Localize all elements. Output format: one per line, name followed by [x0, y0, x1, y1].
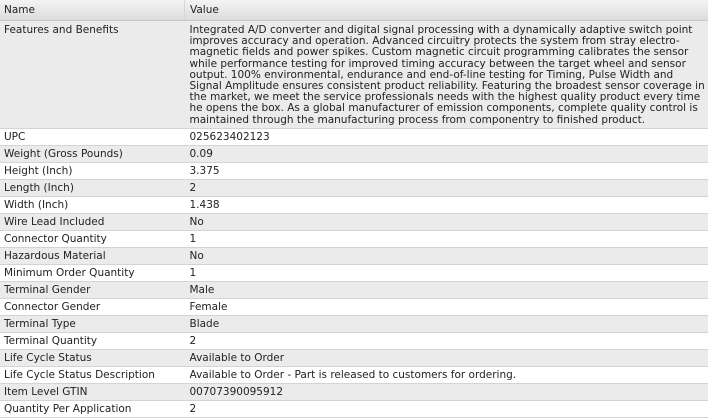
- spec-value: Blade: [185, 315, 708, 332]
- spec-value: 1: [185, 264, 708, 281]
- spec-value: Female: [185, 298, 708, 315]
- table-row: [0, 179, 708, 196]
- spec-name: Life Cycle Status: [0, 349, 185, 366]
- table-row: [0, 162, 708, 179]
- table-row: [0, 281, 708, 298]
- spec-name: Item Level GTIN: [0, 383, 185, 400]
- spec-name: Weight (Gross Pounds): [0, 145, 185, 162]
- spec-value: 025623402123: [185, 128, 708, 145]
- spec-name: Wire Lead Included: [0, 213, 185, 230]
- spec-value: 0.09: [185, 145, 708, 162]
- spec-name: Quantity Per Application: [0, 400, 185, 417]
- table-row: [0, 230, 708, 247]
- spec-name: Width (Inch): [0, 196, 185, 213]
- spec-value: 2: [185, 179, 708, 196]
- spec-value: 3.375: [185, 162, 708, 179]
- column-header-name[interactable]: Name: [0, 0, 185, 21]
- spec-name: Minimum Order Quantity: [0, 264, 185, 281]
- spec-name: UPC: [0, 128, 185, 145]
- spec-name: Hazardous Material: [0, 247, 185, 264]
- table-row: [0, 400, 708, 417]
- spec-value: Male: [185, 281, 708, 298]
- spec-value: 00707390095912: [185, 383, 708, 400]
- spec-value: Available to Order: [185, 349, 708, 366]
- table-row: [0, 145, 708, 162]
- table-row: [0, 21, 708, 129]
- spec-name: Height (Inch): [0, 162, 185, 179]
- table-row: [0, 213, 708, 230]
- spec-name: Life Cycle Status Description: [0, 366, 185, 383]
- column-header-value[interactable]: Value: [185, 0, 708, 21]
- table-row: [0, 332, 708, 349]
- spec-name: Terminal Gender: [0, 281, 185, 298]
- spec-value: 1: [185, 230, 708, 247]
- spec-value: Integrated A/D converter and digital signal processing with a dynamically adaptive switch point improves accuracy and operation. Advanced circuitry protects the system from stray electro-magnetic fields and power spikes. Custom magnetic circuit programming calibrates the sensor while performance testing for improved timing accuracy between the target wheel and sensor output. 100% environmental, endurance and end-of-line testing for Timing, Pulse Width and Signal Amplitude ensures consistent product reliability. Featuring the broadest sensor coverage in the market, we meet the service professionals needs with the highest quality product every time he opens the box. As a global manufacturer of emission components, complete quality control is maintained through the manufacturing process from componentry to finished product.: [185, 21, 708, 129]
- table-row: [0, 349, 708, 366]
- spec-value: Available to Order - Part is released to customers for ordering.: [185, 366, 708, 383]
- spec-name: Connector Gender: [0, 298, 185, 315]
- table-row: [0, 366, 708, 383]
- spec-value: No: [185, 213, 708, 230]
- spec-value: 2: [185, 332, 708, 349]
- spec-name: Connector Quantity: [0, 230, 185, 247]
- spec-name: Features and Benefits: [0, 21, 185, 129]
- table-row: [0, 264, 708, 281]
- table-row: [0, 247, 708, 264]
- spec-name: Length (Inch): [0, 179, 185, 196]
- table-row: [0, 128, 708, 145]
- spec-value: No: [185, 247, 708, 264]
- spec-name: Terminal Quantity: [0, 332, 185, 349]
- spec-name: Terminal Type: [0, 315, 185, 332]
- table-row: [0, 196, 708, 213]
- table-header-row: [0, 0, 708, 21]
- spec-value: 2: [185, 400, 708, 417]
- table-row: [0, 315, 708, 332]
- spec-value: 1.438: [185, 196, 708, 213]
- table-row: [0, 298, 708, 315]
- table-row: [0, 383, 708, 400]
